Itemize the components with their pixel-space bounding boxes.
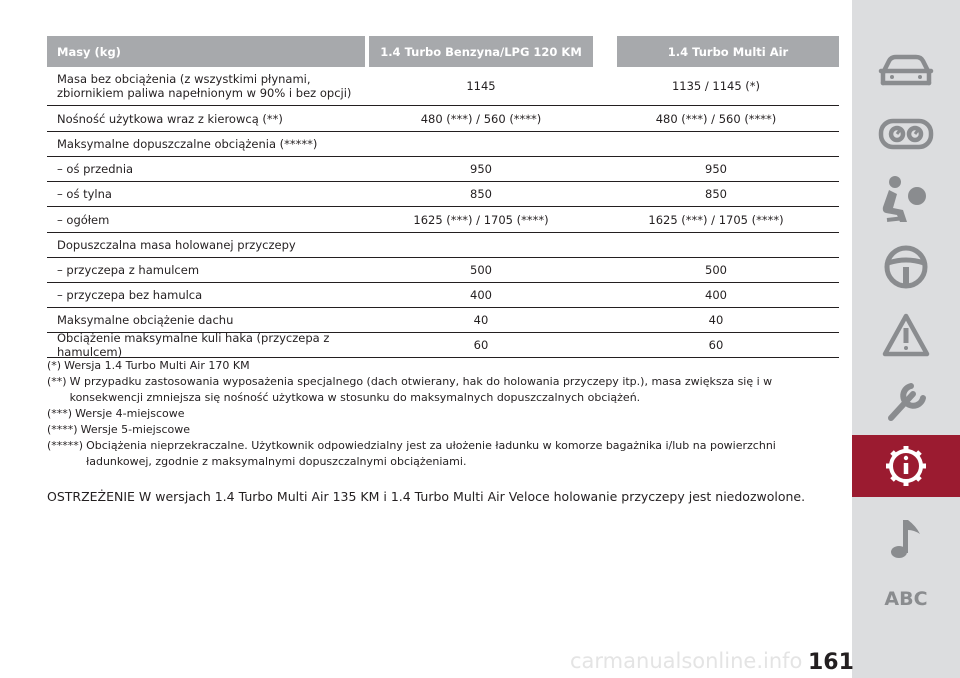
header-cell-masses: Masy (kg): [47, 36, 365, 67]
footnote: [47, 406, 827, 422]
row-value-multiair: 850: [705, 187, 727, 201]
row-value-multiair: 500: [705, 263, 727, 277]
row-value-lpg: 480 (***) / 560 (****): [420, 111, 542, 126]
footnote-text: W przypadku zastosowania wyposażenia specjalnego (dach otwierany, hak do holowania przyczepy itp.), masa zwiększa się i w konsekwencji zmniejsza się nośność użytkowa w stosunku do maksymalnych dopuszczalnych obciążeń.: [69, 375, 773, 404]
car-icon[interactable]: [852, 38, 960, 100]
watermark: carmanualsonline.info: [570, 649, 803, 673]
row-value-lpg: 1145: [466, 79, 496, 93]
row-value-lpg: 40: [473, 313, 489, 327]
footnote: [47, 358, 827, 374]
table-row: [47, 67, 839, 106]
table-row: [47, 207, 839, 233]
row-value-multiair: 60: [708, 338, 724, 352]
footnote-text: Wersja 1.4 Turbo Multi Air 170 KM: [64, 359, 250, 372]
footnote-mark: (***): [47, 407, 73, 420]
wrench-icon[interactable]: [852, 370, 960, 432]
footnotes: [47, 358, 827, 470]
row-value-multiair: 1135 / 1145 (*): [671, 79, 761, 93]
footnote-text: Obciążenia nieprzekraczalne. Użytkownik odpowiedzialny jest za ułożenie ładunku w komorze bagażnika i/lub na powierzchni ładunkowej, zgodnie z maksymalnymi dopuszczalnymi obciążeniami.: [86, 439, 776, 468]
settings-info-icon[interactable]: [852, 435, 960, 497]
table-row: [47, 182, 839, 207]
section-sidebar: [852, 0, 960, 678]
row-label: Obciążenie maksymalne kuli haka (przyczepa z hamulcem): [57, 331, 330, 359]
row-value-multiair: 400: [705, 288, 727, 302]
footnote: [47, 422, 827, 438]
row-label: Nośność użytkowa wraz z kierowcą (**): [57, 111, 283, 126]
row-label: – przyczepa z hamulcem: [57, 263, 200, 277]
music-note-icon[interactable]: [852, 508, 960, 570]
table-row: [47, 157, 839, 182]
airbag-person-icon[interactable]: [852, 168, 960, 230]
row-label: – przyczepa bez hamulca: [57, 288, 203, 302]
row-label: Dopuszczalna masa holowanej przyczepy: [57, 238, 296, 252]
footnote: [47, 374, 827, 406]
table-row: [47, 132, 839, 157]
row-label: – oś przednia: [57, 162, 134, 176]
row-value-lpg: 950: [470, 162, 492, 176]
page-number: 161: [808, 650, 854, 675]
row-value-lpg: 60: [473, 338, 489, 352]
row-label: Masa bez obciążenia (z wszystkimi płynami, zbiornikiem paliwa napełnionym w 90% i bez opcji): [57, 72, 352, 100]
row-label: Maksymalne dopuszczalne obciążenia (*****): [57, 137, 318, 151]
row-value-multiair: 1625 (***) / 1705 (****): [648, 212, 784, 227]
footnote-mark: (****): [47, 423, 78, 436]
table-row: [47, 258, 839, 283]
footnote-text: Wersje 5-miejscowe: [80, 423, 191, 436]
row-value-multiair: 40: [708, 313, 724, 327]
row-value-lpg: 500: [470, 263, 492, 277]
table-row: [47, 283, 839, 308]
footnote-mark: (*): [47, 359, 62, 372]
mass-table: [47, 36, 839, 358]
footnote-text: Wersje 4-miejscowe: [75, 407, 185, 420]
row-label: Maksymalne obciążenie dachu: [57, 313, 234, 327]
row-label: – oś tylna: [57, 187, 112, 201]
abc-label: ABC: [884, 588, 928, 610]
row-label: – ogółem: [57, 212, 110, 227]
row-value-lpg: 400: [470, 288, 492, 302]
steering-wheel-icon[interactable]: [852, 236, 960, 298]
table-row: [47, 106, 839, 132]
dashboard-icon[interactable]: [852, 102, 960, 164]
table-row: [47, 333, 839, 358]
row-value-lpg: 1625 (***) / 1705 (****): [413, 212, 549, 227]
table-row: [47, 308, 839, 333]
header-cell-engine-multiair: 1.4 Turbo Multi Air: [617, 36, 839, 67]
header-cell-engine-lpg: 1.4 Turbo Benzyna/LPG 120 KM: [369, 36, 593, 67]
footnote-mark: (**): [47, 375, 67, 388]
table-header: [47, 36, 839, 67]
abc-index-button[interactable]: [852, 568, 960, 630]
table-row: [47, 233, 839, 258]
row-value-multiair: 480 (***) / 560 (****): [655, 111, 777, 126]
footnote: [47, 438, 827, 470]
row-value-multiair: 950: [705, 162, 727, 176]
warning-triangle-icon[interactable]: [852, 304, 960, 366]
warning-text: OSTRZEŻENIE W wersjach 1.4 Turbo Multi Air 135 KM i 1.4 Turbo Multi Air Veloce holowanie przyczepy jest niedozwolone.: [47, 489, 806, 504]
footnote-mark: (*****): [47, 439, 84, 452]
row-value-lpg: 850: [470, 187, 492, 201]
